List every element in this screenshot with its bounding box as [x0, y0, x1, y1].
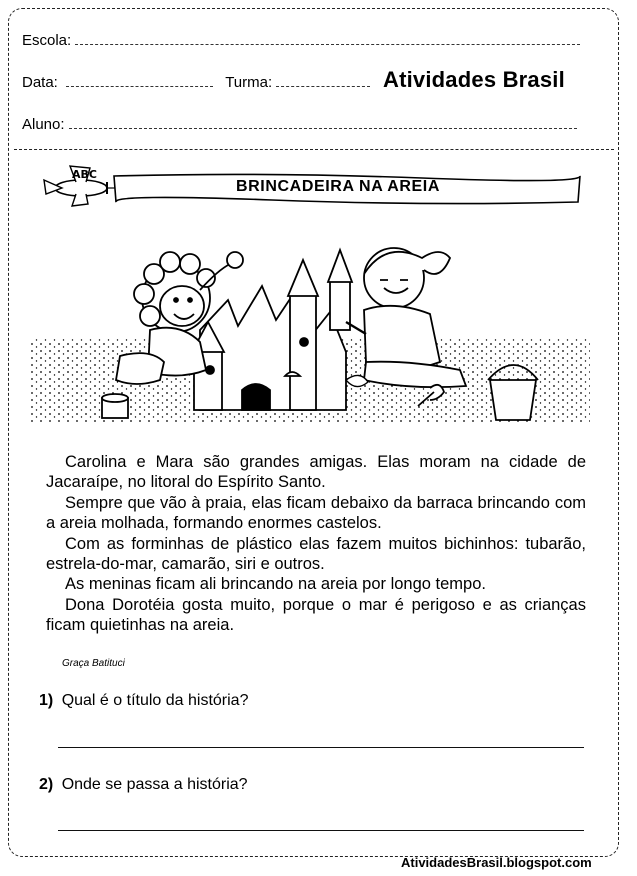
- question-2: [39, 776, 248, 794]
- question-text: Onde se passa a história?: [61, 776, 248, 793]
- question-text: Qual é o título da história?: [61, 692, 249, 709]
- question-number: 2): [39, 776, 54, 793]
- date-field[interactable]: [22, 74, 370, 91]
- student-field[interactable]: [22, 116, 577, 133]
- date-line: [66, 85, 213, 87]
- story-paragraph: As meninas ficam ali brincando na areia por longo tempo.: [65, 575, 486, 594]
- banner-letters: ABC: [72, 168, 97, 181]
- story-paragraph: Com as forminhas de plástico elas fazem muitos bichinhos: tubarão, estrela-do-mar, camarão, siri e outros.: [46, 534, 586, 574]
- worksheet-border: [8, 8, 619, 857]
- footer-site-url[interactable]: AtividadesBrasil.blogspot.com: [401, 855, 592, 870]
- school-label: Escola:: [22, 32, 72, 49]
- story-paragraph: Carolina e Mara são grandes amigas. Elas moram na cidade de Jacaraípe, no litoral do Espírito Santo.: [46, 453, 586, 492]
- story-paragraph: Sempre que vão à praia, elas ficam debaixo da barraca brincando com a areia molhada, formando enormes castelos.: [46, 493, 586, 533]
- class-label: Turma:: [225, 74, 273, 91]
- answer-line-1[interactable]: [58, 747, 584, 748]
- student-label: Aluno:: [22, 116, 65, 133]
- student-line: [69, 127, 577, 129]
- school-field[interactable]: [22, 32, 580, 49]
- header-separator: [14, 149, 614, 150]
- class-line: [276, 85, 370, 87]
- brand-title: Atividades Brasil: [383, 67, 565, 92]
- question-1: [39, 692, 248, 710]
- story-paragraph: Dona Dorotéia gosta muito, porque o mar é perigoso e as crianças ficam quietinhas na areia.: [46, 595, 586, 635]
- date-label: Data:: [22, 74, 58, 91]
- story-author: Graça Batituci: [62, 658, 125, 669]
- question-number: 1): [39, 692, 54, 709]
- school-line: [75, 43, 580, 45]
- story-text: [46, 452, 586, 636]
- answer-line-2[interactable]: [58, 830, 584, 831]
- story-title: BRINCADEIRA NA AREIA: [236, 178, 440, 195]
- sandcastle-illustration: [30, 230, 590, 430]
